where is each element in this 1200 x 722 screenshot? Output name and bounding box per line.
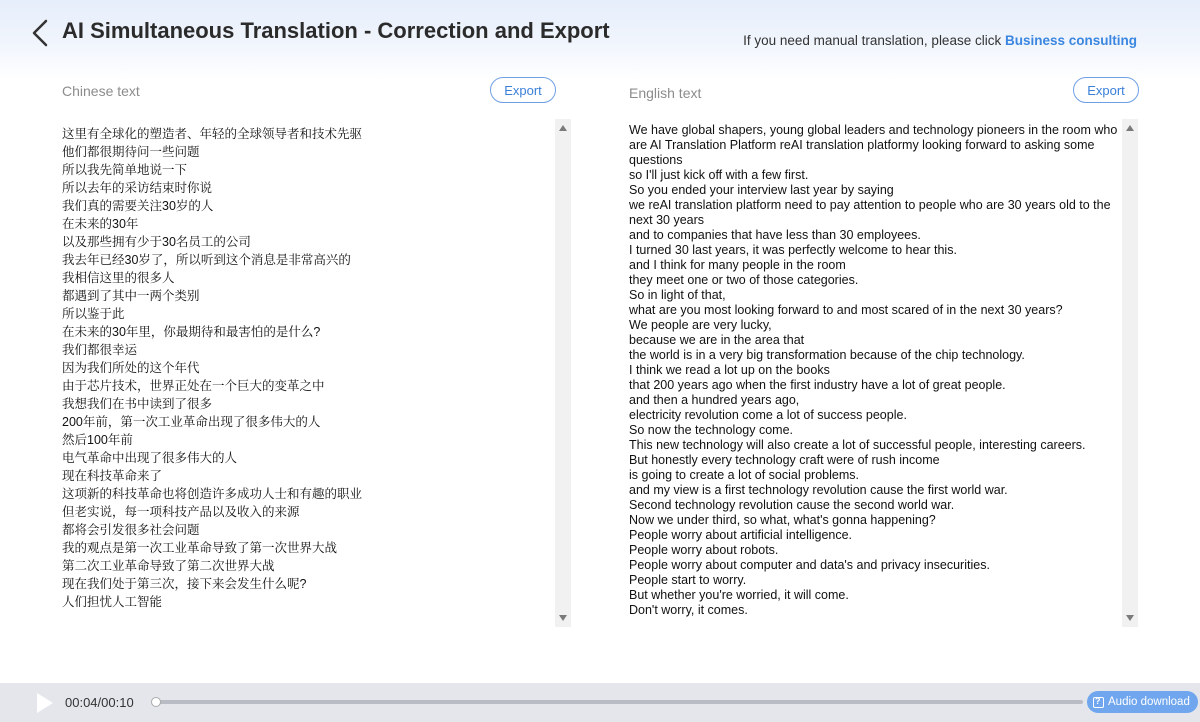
- text-line: and then a hundred years ago,: [629, 393, 800, 407]
- text-line: 这里有全球化的塑造者、年轻的全球领导者和技术先驱: [62, 127, 363, 141]
- text-line: But honestly every technology craft were of rush income: [629, 453, 940, 467]
- text-line: 我想我们在书中读到了很多: [62, 397, 213, 411]
- progress-knob[interactable]: [151, 697, 161, 707]
- text-line: 都遇到了其中一两个类别: [62, 289, 200, 303]
- text-line: that 200 years ago when the first industry have a lot of great people.: [629, 378, 1006, 392]
- text-line: 然后100年前: [62, 433, 133, 447]
- header-bar: [0, 0, 1200, 80]
- text-line: 我们真的需要关注30岁的人: [62, 199, 214, 213]
- english-text-label: English text: [629, 85, 702, 101]
- text-line: 这项新的科技革命也将创造许多成功人士和有趣的职业: [62, 487, 363, 501]
- text-line: 人们担忧人工智能: [62, 595, 163, 609]
- text-line: 现在我们处于第三次，接下来会发生什么呢?: [62, 577, 307, 591]
- text-line: 因为我们所处的这个年代: [62, 361, 200, 375]
- text-line: so I'll just kick off with a few first.: [629, 168, 809, 182]
- chinese-text-area[interactable]: [62, 119, 552, 627]
- english-scrollbar[interactable]: [1122, 119, 1138, 627]
- audio-download-button[interactable]: [1087, 691, 1198, 713]
- text-line: People start to worry.: [629, 573, 747, 587]
- text-line: 我相信这里的很多人: [62, 271, 175, 285]
- progress-track[interactable]: [155, 700, 1083, 704]
- text-line: People worry about artificial intelligence.: [629, 528, 853, 542]
- chinese-scrollbar[interactable]: [555, 119, 571, 627]
- text-line: 都将会引发很多社会问题: [62, 523, 200, 537]
- back-arrow-icon[interactable]: [28, 17, 54, 49]
- text-line: 电气革命中出现了很多伟大的人: [62, 451, 238, 465]
- text-line: So now the technology come.: [629, 423, 793, 437]
- audio-download-label: Audio download: [1108, 696, 1190, 708]
- text-line: 由于芯片技术，世界正处在一个巨大的变革之中: [62, 379, 325, 393]
- text-line: because we are in the area that: [629, 333, 805, 347]
- text-line: Second technology revolution cause the second world war.: [629, 498, 955, 512]
- text-line: We people are very lucky,: [629, 318, 772, 332]
- text-line: and to companies that have less than 30 employees.: [629, 228, 921, 242]
- text-line: 200年前，第一次工业革命出现了很多伟大的人: [62, 415, 321, 429]
- export-chinese-button[interactable]: Export: [490, 77, 556, 103]
- manual-note-text: If you need manual translation, please click: [743, 33, 1005, 48]
- text-line: what are you most looking forward to and most scared of in the next 30 years?: [629, 303, 1063, 317]
- text-line: I think we read a lot up on the books: [629, 363, 830, 377]
- text-line: But whether you're worried, it will come.: [629, 588, 849, 602]
- audio-player-bar: [0, 683, 1200, 722]
- manual-translation-note: [743, 33, 1137, 48]
- text-line: we reAI translation platform need to pay attention to people who are 30 years old to the next 30 years: [629, 198, 1111, 227]
- text-line: 所以去年的采访结束时你说: [62, 181, 213, 195]
- text-line: Now we under third, so what, what's gonna happening?: [629, 513, 936, 527]
- text-line: 我去年已经30岁了，所以听到这个消息是非常高兴的: [62, 253, 351, 267]
- scroll-up-arrow-icon[interactable]: [559, 125, 567, 131]
- text-line: This new technology will also create a lot of successful people, interesting careers.: [629, 438, 1086, 452]
- text-line: 以及那些拥有少于30名员工的公司: [62, 235, 251, 249]
- text-line: they meet one or two of those categories.: [629, 273, 859, 287]
- text-line: 所以鉴于此: [62, 307, 125, 321]
- text-line: So in light of that,: [629, 288, 726, 302]
- chinese-text-label: Chinese text: [62, 83, 140, 99]
- download-icon: [1093, 697, 1104, 708]
- export-english-button[interactable]: Export: [1073, 77, 1139, 103]
- text-line: and my view is a first technology revolution cause the first world war.: [629, 483, 1008, 497]
- text-line: electricity revolution come a lot of success people.: [629, 408, 907, 422]
- text-line: 在未来的30年里，你最期待和最害怕的是什么?: [62, 325, 321, 339]
- text-line: I turned 30 last years, it was perfectly welcome to hear this.: [629, 243, 957, 257]
- text-line: 第二次工业革命导致了第二次世界大战: [62, 559, 275, 573]
- playback-time: 00:04/00:10: [65, 695, 134, 710]
- text-line: 在未来的30年: [62, 217, 139, 231]
- text-line: is going to create a lot of social problems.: [629, 468, 859, 482]
- scroll-down-arrow-icon[interactable]: [559, 615, 567, 621]
- text-line: the world is in a very big transformation because of the chip technology.: [629, 348, 1025, 362]
- business-consulting-link[interactable]: Business consulting: [1004, 33, 1137, 48]
- text-line: 我的观点是第一次工业革命导致了第一次世界大战: [62, 541, 338, 555]
- play-icon[interactable]: [37, 693, 53, 713]
- text-line: 但老实说，每一项科技产品以及收入的来源: [62, 505, 300, 519]
- text-line: Don't worry, it comes.: [629, 603, 748, 617]
- text-line: and I think for many people in the room: [629, 258, 846, 272]
- text-line: People worry about computer and data's and privacy insecurities.: [629, 558, 990, 572]
- text-line: We have global shapers, young global leaders and technology pioneers in the room who are AI Translation Platform reAI translation platformy looking forward to asking some questions: [629, 123, 1118, 167]
- scroll-up-arrow-icon[interactable]: [1126, 125, 1134, 131]
- text-line: 他们都很期待问一些问题: [62, 145, 200, 159]
- english-text-area[interactable]: [629, 119, 1119, 627]
- text-line: 我们都很幸运: [62, 343, 138, 357]
- text-line: So you ended your interview last year by saying: [629, 183, 894, 197]
- text-line: 所以我先简单地说一下: [62, 163, 188, 177]
- page-title: AI Simultaneous Translation - Correction and Export: [62, 18, 610, 43]
- scroll-down-arrow-icon[interactable]: [1126, 615, 1134, 621]
- text-line: 现在科技革命来了: [62, 469, 163, 483]
- text-line: People worry about robots.: [629, 543, 779, 557]
